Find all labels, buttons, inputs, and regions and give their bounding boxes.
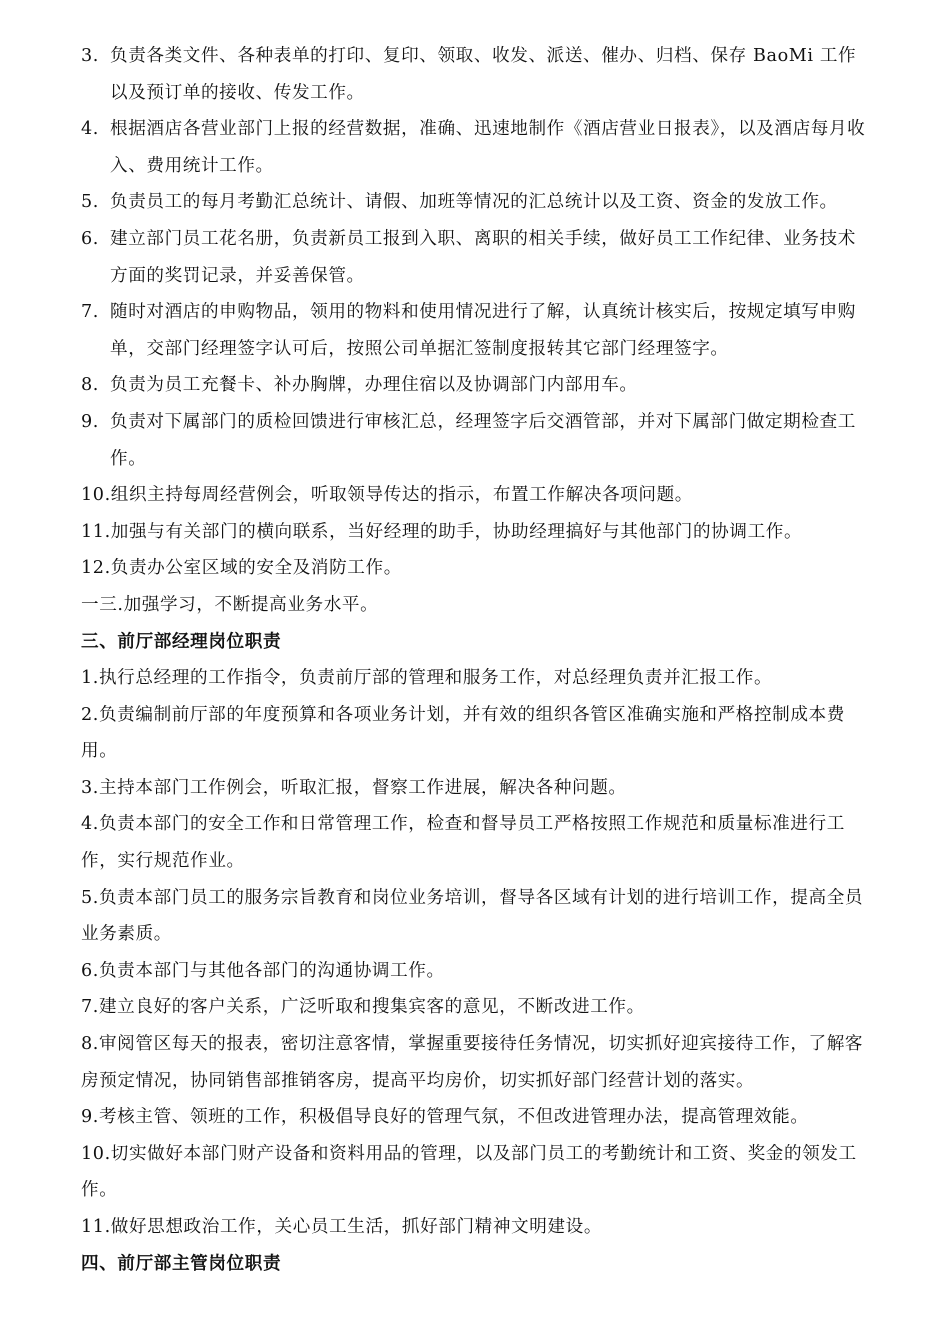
list-item <box>81 294 871 367</box>
item-text: 负责为员工充餐卡、补办胸牌，办理住宿以及协调部门内部用车。 <box>110 375 638 396</box>
section-heading-front-office-supervisor: 四、前厅部主管岗位职责 <box>81 1253 282 1274</box>
list-item: 11.做好思想政治工作，关心员工生活，抓好部门精神文明建设。 <box>81 1217 603 1237</box>
list-item <box>81 404 871 477</box>
item-number: 3. <box>81 46 99 66</box>
list-item: 10.切实做好本部门财产设备和资料用品的管理，以及部门员工的考勤统计和工资、奖金的领发工作。 <box>81 1143 857 1201</box>
list-item: 7.建立良好的客户关系，广泛听取和搜集宾客的意见，不断改进工作。 <box>81 997 645 1018</box>
list-item: 一三.加强学习，不断提高业务水平。 <box>81 594 379 615</box>
list-item: 4.负责本部门的安全工作和日常管理工作，检查和督导员工严格按照工作规范和质量标准进行工作，实行规范作业。 <box>81 814 845 872</box>
item-text: 负责各类文件、各种表单的打印、复印、领取、收发、派送、催办、归档、保存 BaoMi 工作以及预订单的接收、传发工作。 <box>110 46 857 103</box>
list-item: 11.加强与有关部门的横向联系，当好经理的助手，协助经理搞好与其他部门的协调工作。 <box>81 521 803 542</box>
list-item: 12.负责办公室区域的安全及消防工作。 <box>81 558 402 579</box>
item-text: 建立部门员工花名册，负责新员工报到入职、离职的相关手续，做好员工工作纪律、业务技术方面的奖罚记录，并妥善保管。 <box>110 228 856 286</box>
list-item: 5.负责本部门员工的服务宗旨教育和岗位业务培训，督导各区域有计划的进行培训工作，提高全员业务素质。 <box>81 887 864 945</box>
item-number: 7. <box>81 302 99 323</box>
list-item: 9.考核主管、领班的工作，积极倡导良好的管理气氛，不但改进管理办法，提高管理效能。 <box>81 1107 809 1128</box>
list-item <box>81 111 871 184</box>
item-text: 随时对酒店的申购物品，领用的物料和使用情况进行了解，认真统计核实后，按规定填写申购单，交部门经理签字认可后，按照公司单据汇签制度报转其它部门经理签字。 <box>110 302 856 359</box>
list-item: 6.负责本部门与其他各部门的沟通协调工作。 <box>81 960 445 981</box>
list-item <box>81 184 871 221</box>
item-text: 根据酒店各营业部门上报的经营数据，准确、迅速地制作《酒店营业日报表》，以及酒店每月收入、费用统计工作。 <box>110 119 866 176</box>
item-text: 负责员工的每月考勤汇总统计、请假、加班等情况的汇总统计以及工资、资金的发放工作。 <box>110 192 838 213</box>
item-number: 8. <box>81 375 99 396</box>
list-item <box>81 221 871 294</box>
item-text: 负责对下属部门的质检回馈进行审核汇总，经理签字后交酒管部，并对下属部门做定期检查工作。 <box>110 411 856 469</box>
section-heading-front-office-manager: 三、前厅部经理岗位职责 <box>81 631 282 652</box>
item-number: 5. <box>81 192 99 213</box>
list-item <box>81 38 871 111</box>
item-number: 6. <box>81 228 99 249</box>
item-number: 9. <box>81 411 99 432</box>
list-item: 10.组织主持每周经营例会，听取领导传达的指示，布置工作解决各项问题。 <box>81 485 693 506</box>
item-number: 4. <box>81 119 99 140</box>
document-body <box>81 38 871 1282</box>
list-item: 3.主持本部门工作例会，听取汇报，督察工作进展，解决各种问题。 <box>81 777 627 798</box>
list-item: 2.负责编制前厅部的年度预算和各项业务计划，并有效的组织各管区准确实施和严格控制成本费用。 <box>81 704 845 762</box>
list-item: 8.审阅管区每天的报表，密切注意客情，掌握重要接待任务情况，切实抓好迎宾接待工作，了解客房预定情况，协同销售部推销客房，提高平均房价，切实抓好部门经营计划的落实。 <box>81 1034 864 1091</box>
list-item <box>81 367 871 404</box>
list-item: 1.执行总经理的工作指令，负责前厅部的管理和服务工作，对总经理负责并汇报工作。 <box>81 668 773 689</box>
